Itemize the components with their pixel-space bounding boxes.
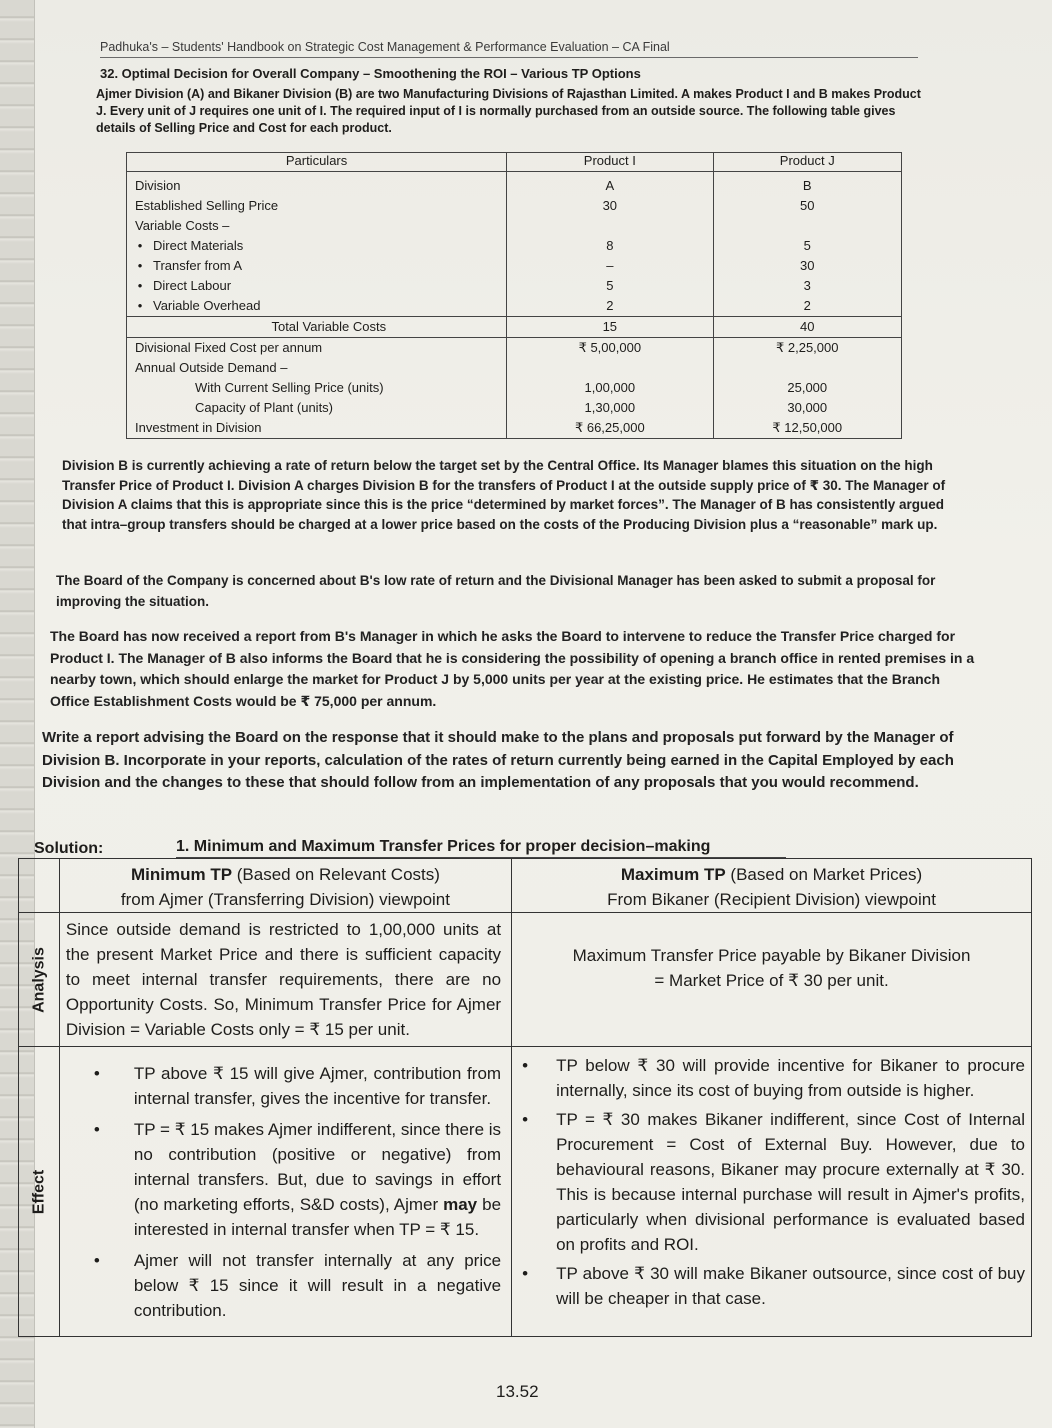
cell-value: 30 xyxy=(602,198,618,213)
paragraph-report-received: The Board has now received a report from B's Manager in which he asks the Board to intervene to reduce the Transfer Price charged for Product I. The Manager of B also informs the Board that he is considering the possibility of opening a branch office in rented premises in a nearby town, which should enlarge the market for Product J by 5,000 units per year at the existing price. He estimates that the Branch Office Establishment Costs would be ₹ 75,000 per annum. xyxy=(50,628,975,709)
cell-value: 5 xyxy=(803,238,811,253)
header-product-j: Product J xyxy=(713,153,901,172)
cell-value: A xyxy=(605,178,615,193)
cell-value: ₹ 2,25,000 xyxy=(776,340,839,355)
cell-value xyxy=(714,358,901,378)
table-row-total xyxy=(127,317,902,338)
label-current-price-units: With Current Selling Price (units) xyxy=(195,380,384,395)
effect-min-list xyxy=(60,1047,511,1335)
analysis-max-text: Maximum Transfer Price payable by Bikaner Division = Market Price of ₹ 30 per unit. xyxy=(572,946,971,990)
label-capacity: Capacity of Plant (units) xyxy=(195,400,334,415)
header-product-i: Product I xyxy=(507,153,713,172)
question-title: 32. Optimal Decision for Overall Company – Smoothening the ROI – Various TP Options xyxy=(100,66,641,81)
label-variable-costs: Variable Costs – xyxy=(135,218,230,233)
cell-value: ₹ 12,50,000 xyxy=(772,420,843,435)
label-investment: Investment in Division xyxy=(135,420,262,435)
cell-value: 30,000 xyxy=(787,400,828,415)
cell-value: 25,000 xyxy=(787,380,828,395)
label-selling-price: Established Selling Price xyxy=(135,198,279,213)
cell-value xyxy=(507,216,712,236)
label-fixed-cost: Divisional Fixed Cost per annum xyxy=(135,340,323,355)
list-item: • TP above ₹ 15 will give Ajmer, contribution from internal transfer, gives the incentive for transfer. xyxy=(60,1061,501,1111)
cell-value: 8 xyxy=(606,238,614,253)
header-particulars: Particulars xyxy=(127,153,507,172)
cell-value: 3 xyxy=(803,278,811,293)
cell-value: ₹ 5,00,000 xyxy=(578,340,642,355)
label-direct-labour: • Direct Labour xyxy=(127,276,506,296)
cell-value: – xyxy=(606,258,614,273)
row-labels xyxy=(127,172,506,316)
table-row xyxy=(127,338,902,439)
question-intro: Ajmer Division (A) and Bikaner Division (B) are two Manufacturing Divisions of Rajasthan Limited. A makes Product I and B makes Product J. Every unit of J requires one unit of I. The required input of I is normally purchased from an outside source. The following table gives details of Selling Price and Cost for each product. xyxy=(96,87,921,135)
cell-value: 15 xyxy=(602,319,618,334)
cell-value: 5 xyxy=(606,278,614,293)
cell-value: 40 xyxy=(800,319,815,334)
running-header: Padhuka's – Students' Handbook on Strategic Cost Management & Performance Evaluation – CA Final xyxy=(100,40,918,58)
cell-value: 1,30,000 xyxy=(584,400,636,415)
max-tp-heading: Maximum TP (Based on Market Prices) From Bikaner (Recipient Division) viewpoint xyxy=(607,865,936,909)
label-variable-overhead: • Variable Overhead xyxy=(127,296,506,316)
label-transfer-from-a: • Transfer from A xyxy=(127,256,506,276)
min-tp-heading: Minimum TP (Based on Relevant Costs) from Ajmer (Transferring Division) viewpoint xyxy=(120,865,450,909)
cell-value: 2 xyxy=(606,298,614,313)
list-item: • TP = ₹ 15 makes Ajmer indifferent, since there is no contribution (positive or negative) from internal transfers. But, due to savings in effort (no marketing efforts, S&D costs), Ajmer may be interested in internal transfer when TP = ₹ 15. xyxy=(60,1117,501,1242)
product-j-values xyxy=(714,172,901,316)
cell-value: 1,00,000 xyxy=(584,380,636,395)
analysis-row xyxy=(19,913,1032,1047)
list-item: • TP above ₹ 30 will make Bikaner outsource, since cost of buy will be cheaper in that case. xyxy=(512,1261,1025,1311)
product-i-values xyxy=(507,172,712,316)
cell-value: 50 xyxy=(800,198,815,213)
analysis-min-text: Since outside demand is restricted to 1,00,000 units at the present Market Price and there is sufficient capacity to meet internal transfer requirements, there are no Opportunity Costs. So, Minimum Transfer Price for Ajmer Division = Variable Costs only = ₹ 15 per unit. xyxy=(65,920,502,1039)
effect-max-list xyxy=(512,1047,1031,1319)
solution-title: 1. Minimum and Maximum Transfer Prices for proper decision–making xyxy=(176,838,711,855)
cell-value: B xyxy=(802,178,812,193)
cell-value: ₹ 66,25,000 xyxy=(574,420,645,435)
paragraph-board-concern: The Board of the Company is concerned about B's low rate of return and the Divisional Manager has been asked to submit a proposal for improving the situation. xyxy=(56,573,936,609)
paragraph-write-report: Write a report advising the Board on the response that it should make to the plans and proposals put forward by the Manager of Division B. Incorporate in your reports, calculation of the rates of return currently being earned in the Capital Employed by each Division and the changes to these that should follow from an implementation of any proposals that you would recommend. xyxy=(42,729,954,791)
label-direct-materials: • Direct Materials xyxy=(127,236,506,256)
table-header-row xyxy=(127,153,902,172)
transfer-price-table xyxy=(18,858,1032,1337)
label-division: Division xyxy=(135,178,181,193)
list-item: • TP below ₹ 30 will provide incentive for Bikaner to procure internally, since its cost of buying from outside is higher. xyxy=(512,1053,1025,1103)
effect-row xyxy=(19,1047,1032,1337)
analysis-label: Analysis xyxy=(30,946,48,1013)
page-number: 13.52 xyxy=(496,1382,539,1401)
table-row xyxy=(127,172,902,317)
label-outside-demand: Annual Outside Demand – xyxy=(135,360,288,375)
solution-label: Solution: xyxy=(34,840,104,857)
effect-label: Effect xyxy=(30,1169,48,1214)
solution-header-row xyxy=(19,859,1032,913)
cell-value xyxy=(507,358,712,378)
cell-value: 30 xyxy=(800,258,815,273)
label-total-variable-costs: Total Variable Costs xyxy=(271,319,387,334)
cell-value xyxy=(714,216,901,236)
list-item: • TP = ₹ 30 makes Bikaner indifferent, since Cost of Internal Procurement = Cost of External Buy. However, due to behavioural reasons, Bikaner may procure externally at ₹ 30. This is because internal purchase will result in Ajmer's profits, particularly when divisional performance is evaluated based on profits and ROI. xyxy=(512,1107,1025,1257)
product-details-table xyxy=(126,152,902,439)
list-item: • Ajmer will not transfer internally at any price below ₹ 15 since it will result in a negative contribution. xyxy=(60,1248,501,1323)
cell-value: 2 xyxy=(803,298,811,313)
paragraph-division-b: Division B is currently achieving a rate of return below the target set by the Central Office. Its Manager blames this situation on the high Transfer Price of Product I. Division A charges Division B for the transfers of Product I at the outside supply price of ₹ 30. The Manager of Division A claims that this is appropriate since this is the price “determined by market forces”. The Manager of B has consistently argued that intra–group transfers should be charged at a lower price based on the costs of the Producing Division plus a “reasonable” mark up. xyxy=(62,458,946,532)
